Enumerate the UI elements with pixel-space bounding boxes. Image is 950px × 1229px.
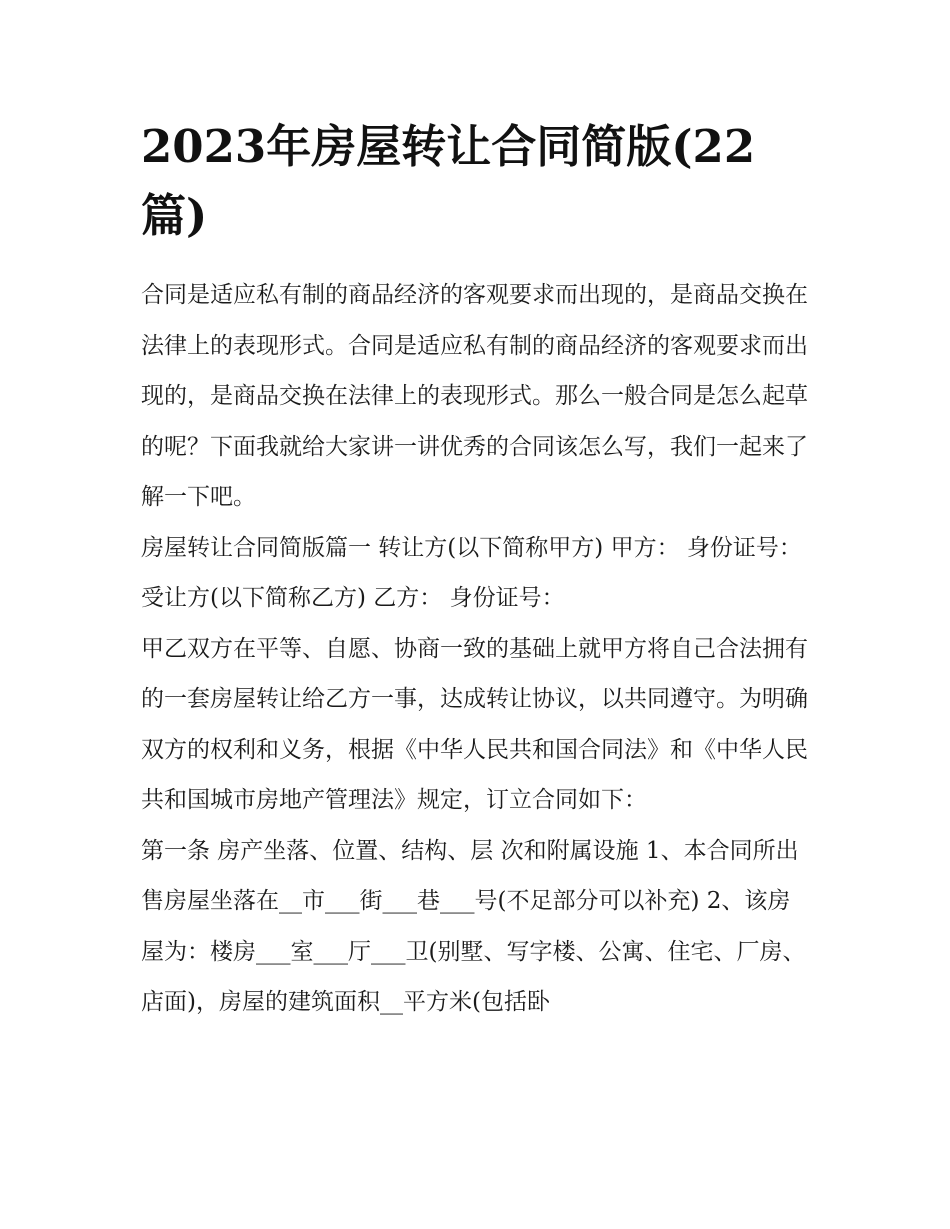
document-title: 2023年房屋转让合同简版(22篇) xyxy=(141,120,756,242)
intro-paragraph: 合同是适应私有制的商品经济的客观要求而出现的，是商品交换在法律上的表现形式。合同是适应私有制的商品经济的客观要求而出现的，是商品交换在法律上的表现形式。那么一般合同是怎么起草的呢？下面我就给大家讲一讲优秀的合同该怎么写，我们一起来了解一下吧。 xyxy=(141,282,808,510)
agreement-paragraph: 甲乙双方在平等、自愿、协商一致的基础上就甲方将自己合法拥有的一套房屋转让给乙方一事，达成转让协议，以共同遵守。为明确双方的权利和义务，根据《中华人民共和国合同法》和《中华人民共和国城市房地产管理法》规定，订立合同如下： xyxy=(141,635,808,813)
parties-paragraph: 房屋转让合同简版篇一 转让方(以下简称甲方) 甲方： 身份证号： 受让方(以下简称乙方) 乙方： 身份证号： xyxy=(141,534,802,611)
article-one-paragraph: 第一条 房产坐落、位置、结构、层 次和附属设施 1、本合同所出售房屋坐落在__市___街___巷___号(不足部分可以补充) 2、该房屋为：楼房___室___厅___卫(别墅、写字楼、公寓、住宅、厂房、店面)，房屋的建筑面积__平方米(包括卧 xyxy=(141,837,806,1015)
document-body xyxy=(141,270,813,1028)
document-content xyxy=(141,112,813,1028)
